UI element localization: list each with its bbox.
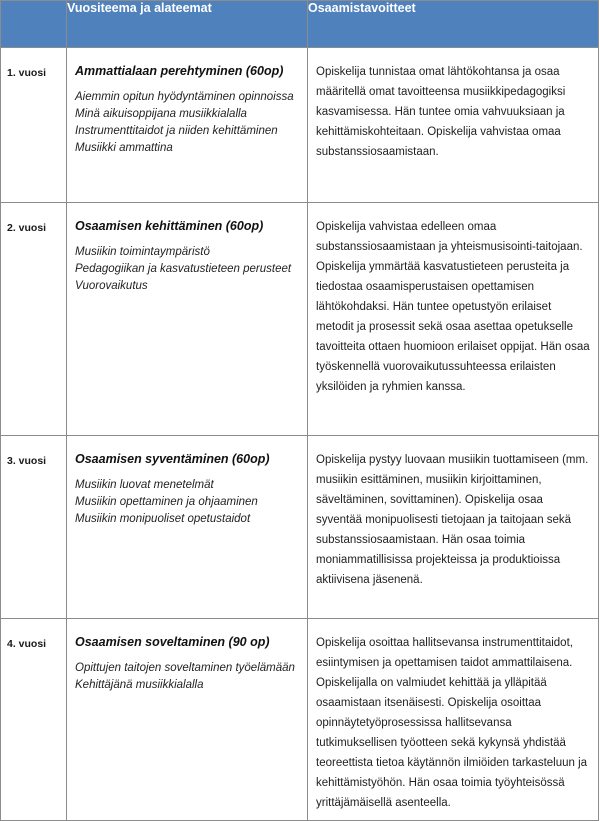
subtopic: Minä aikuisoppijana musiikkialalla: [75, 108, 247, 120]
goals-text: Opiskelija osoittaa hallitsevansa instrumenttitaidot, esiintymisen ja opettamisen taidot ammattilaisena. Opiskelijalla on valmiudet kehittää ja ylläpitää osaamistaan itsenäisesti. Opiskelija osoittaa opinnäytetyöprosessissa hallitsevansa tutkimuksellisen työotteen sekä kykynsä yhdistää teoreettista tietoa käytännön ilmiöiden tarkasteluun ja kehittämistyöhön. Hän osaa toimia työyhteisössä yrittäjämäisellä asenteella.: [316, 637, 588, 809]
subtopic: Vuorovaikutus: [75, 280, 148, 292]
goals-text: Opiskelija pystyy luovaan musiikin tuottamiseen (mm. musiikin esittäminen, musiikin kirjoittaminen, säveltäminen, sovittaminen). Opiskelija osaa syventää monipuolisesti tietojaan ja taitojaan sekä substanssiosaamistaan. Hän osaa toimia moniammatillisissa projekteissa ja produktioissa aktiivisena jäsenenä.: [316, 454, 589, 586]
theme-cell: [67, 619, 308, 821]
subtopic: Instrumenttitaidot ja niiden kehittäminen: [75, 125, 278, 137]
goals-text: Opiskelija vahvistaa edelleen omaa substanssiosaamistaan ja yhteismusisointi-taitojaan. Opiskelija ymmärtää kasvatustieteen perusteita ja tiedostaa osaamisperustaisen opettamisen lähtökohdaksi. Hän tuntee opetustyön erilaiset metodit ja prosessit sekä osaa asettaa opetukselle tavoitteita ottaen huomioon erilaiset oppijat. Hän osaa työskennellä vuorovaikutussuhteessa erilaisten yksilöiden ja ryhmien kanssa.: [316, 221, 590, 393]
subtopic: Musiikin monipuoliset opetustaidot: [75, 513, 251, 525]
table-row: [1, 203, 599, 436]
goals-cell: [308, 203, 599, 436]
subtopic: Opittujen taitojen soveltaminen työelämään: [75, 662, 295, 674]
year-label: 2. vuosi: [1, 203, 67, 436]
table-row: [1, 48, 599, 203]
goals-cell: [308, 48, 599, 203]
subtopic: Musiikin toimintaympäristö: [75, 246, 210, 258]
goals-cell: [308, 619, 599, 821]
theme-title: Osaamisen soveltaminen (90 op): [75, 635, 270, 649]
theme-title: Osaamisen kehittäminen (60op): [75, 219, 264, 233]
goals-text: Opiskelija tunnistaa omat lähtökohtansa ja osaa määritellä omat tavoitteensa musiikkipedagogiksi kasvamisessa. Hän tuntee omia vahvuuksiaan ja kehittämiskohteitaan. Opiskelija vahvistaa omaa substanssiosaamistaan.: [316, 66, 566, 158]
subtopic: Musiikin opettaminen ja ohjaaminen: [75, 496, 258, 508]
table-row: [1, 619, 599, 821]
year-label: 1. vuosi: [1, 48, 67, 203]
header-theme: Vuositeema ja alateemat: [67, 1, 308, 48]
table-row: [1, 436, 599, 619]
year-label: 4. vuosi: [1, 619, 67, 821]
header-year: [1, 1, 67, 48]
theme-cell: [67, 436, 308, 619]
subtopic: Kehittäjänä musiikkialalla: [75, 679, 204, 691]
goals-cell: [308, 436, 599, 619]
subtopic: Musiikin luovat menetelmät: [75, 479, 214, 491]
subtopic: Pedagogiikan ja kasvatustieteen perusteet: [75, 263, 292, 275]
theme-cell: [67, 48, 308, 203]
year-label: 3. vuosi: [1, 436, 67, 619]
theme-title: Osaamisen syventäminen (60op): [75, 452, 270, 466]
table-header-row: [1, 1, 599, 48]
theme-title: Ammattialaan perehtyminen (60op): [75, 64, 284, 78]
subtopic: Aiemmin opitun hyödyntäminen opinnoissa: [75, 91, 294, 103]
theme-cell: [67, 203, 308, 436]
subtopic: Musiikki ammattina: [75, 142, 173, 154]
header-goals: Osaamistavoitteet: [308, 1, 599, 48]
